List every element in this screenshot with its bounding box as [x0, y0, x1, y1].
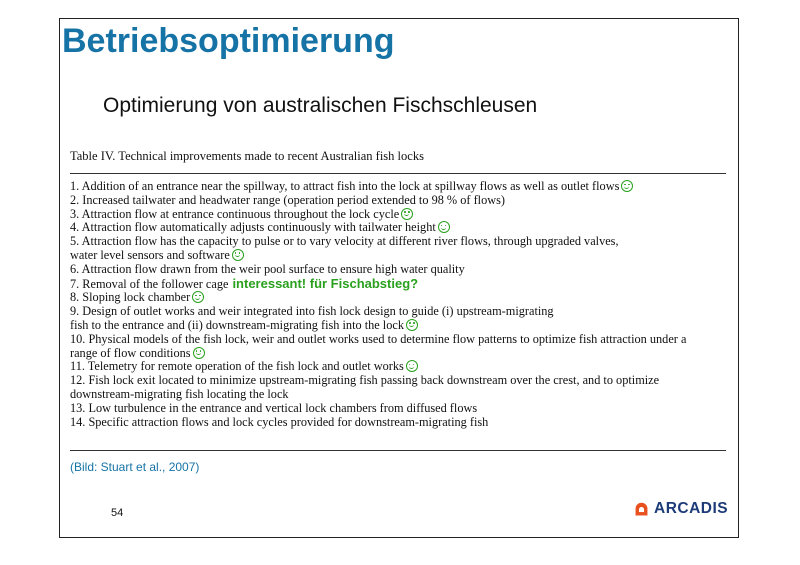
smiley-icon	[192, 291, 204, 303]
smiley-icon	[438, 221, 450, 233]
table-row	[70, 277, 730, 292]
table-row	[70, 194, 730, 208]
table-row	[70, 249, 730, 263]
row-text: 12. Fish lock exit located to minimize upstream-migrating fish passing back downstream over the crest, and to optimize	[70, 373, 660, 388]
row-text: 6. Attraction flow drawn from the weir pool surface to ensure high water quality	[70, 261, 465, 276]
smiley-icon	[406, 360, 418, 372]
row-text: 4. Attraction flow automatically adjusts continuously with tailwater height	[70, 220, 436, 235]
table-bottom-rule	[70, 450, 726, 451]
smiley-icon	[232, 249, 244, 261]
table-row	[70, 333, 730, 347]
smiley-icon	[193, 347, 205, 359]
page-number: 54	[111, 507, 124, 519]
table-rows	[70, 180, 730, 429]
arcadis-logo-text: ARCADIS	[654, 500, 729, 517]
row-text: 2. Increased tailwater and headwater range (operation period extended to 98 % of flows)	[70, 192, 505, 207]
slide-subtitle: Optimierung von australischen Fischschleusen	[103, 94, 538, 117]
table-row	[70, 388, 730, 402]
slide-title: Betriebsoptimierung	[62, 22, 395, 60]
smiley-icon	[401, 208, 413, 220]
row-text: 10. Physical models of the fish lock, weir and outlet works used to determine flow patterns to optimize fish attraction under a	[70, 331, 687, 346]
row-text: 13. Low turbulence in the entrance and vertical lock chambers from diffused flows	[70, 400, 478, 415]
row-text: 1. Addition of an entrance near the spillway, to attract fish into the lock at spillway flows as well as outlet flows	[70, 179, 620, 193]
table-row	[70, 263, 730, 277]
arcadis-logo	[633, 500, 728, 518]
image-source: (Bild: Stuart et al., 2007)	[70, 460, 200, 474]
row-text: 11. Telemetry for remote operation of the fish lock and outlet works	[70, 359, 404, 374]
row-text: 3. Attraction flow at entrance continuous throughout the lock cycle	[70, 206, 400, 221]
green-annotation: interessant! für Fischabstieg?	[232, 275, 419, 291]
table-row	[70, 374, 730, 388]
row-text: 14. Specific attraction flows and lock cycles provided for downstream-migrating fish	[70, 414, 489, 429]
row-text: range of flow conditions	[70, 345, 191, 360]
table-row	[70, 402, 730, 416]
table-row	[70, 347, 730, 361]
arcadis-logo-icon	[633, 501, 650, 518]
smiley-icon	[406, 319, 418, 331]
table-row	[70, 319, 730, 333]
table-row	[70, 180, 730, 194]
table-top-rule	[70, 173, 726, 174]
table-row	[70, 291, 730, 305]
smiley-icon	[621, 180, 633, 192]
table-row	[70, 235, 730, 249]
table-row	[70, 360, 730, 374]
row-text: 5. Attraction flow has the capacity to pulse or to vary velocity at different river flows, through upgraded valves,	[70, 234, 619, 249]
row-text: fish to the entrance and (ii) downstream-migrating fish into the lock	[70, 317, 404, 332]
table-row	[70, 221, 730, 235]
table-caption: Table IV. Technical improvements made to recent Australian fish locks	[70, 149, 424, 163]
table-row	[70, 208, 730, 222]
row-text: water level sensors and software	[70, 247, 230, 262]
row-text: 9. Design of outlet works and weir integrated into fish lock design to guide (i) upstream-migrating	[70, 304, 554, 319]
row-text: 8. Sloping lock chamber	[70, 290, 191, 305]
row-text: downstream-migrating fish locating the lock	[70, 386, 289, 401]
table-row	[70, 305, 730, 319]
table-row	[70, 416, 730, 430]
row-text: 7. Removal of the follower cage	[70, 276, 229, 291]
